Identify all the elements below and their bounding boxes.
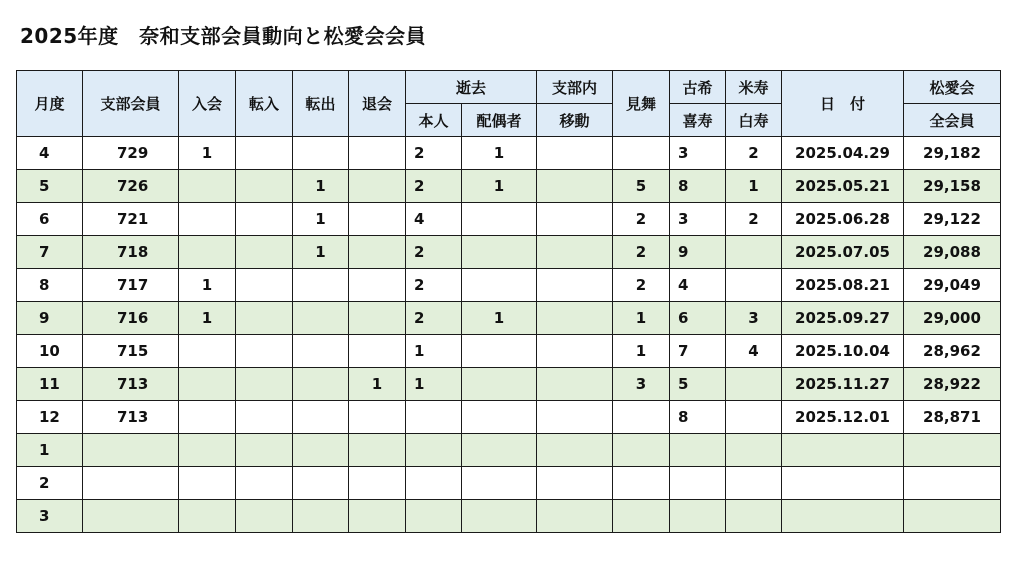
cell-total: 29,158 (904, 170, 1001, 203)
cell-join (179, 467, 236, 500)
cell-date: 2025.12.01 (782, 401, 904, 434)
header-deceased-spouse: 配偶者 (462, 104, 537, 137)
cell-deceased-self: 2 (406, 269, 462, 302)
membership-table (16, 70, 1001, 533)
cell-intra-move (537, 368, 613, 401)
header-withdraw: 退会 (349, 71, 406, 137)
cell-koki (670, 500, 726, 533)
header-beiju-top: 米寿 (726, 71, 782, 104)
cell-join: 1 (179, 137, 236, 170)
cell-total (904, 467, 1001, 500)
cell-date (782, 434, 904, 467)
cell-transfer-out (293, 434, 349, 467)
cell-beiju (726, 269, 782, 302)
cell-join (179, 335, 236, 368)
header-deceased-self: 本人 (406, 104, 462, 137)
cell-month: 4 (17, 137, 83, 170)
cell-transfer-out (293, 335, 349, 368)
table-header (17, 71, 1001, 137)
cell-intra-move (537, 467, 613, 500)
cell-month: 8 (17, 269, 83, 302)
cell-beiju (726, 467, 782, 500)
cell-transfer-out: 1 (293, 170, 349, 203)
cell-month: 2 (17, 467, 83, 500)
cell-total: 29,088 (904, 236, 1001, 269)
table-row (17, 137, 1001, 170)
cell-date (782, 500, 904, 533)
table-body (17, 137, 1001, 533)
cell-beiju: 2 (726, 137, 782, 170)
header-deceased: 逝去 (406, 71, 537, 104)
cell-members (83, 500, 179, 533)
cell-join (179, 203, 236, 236)
cell-deceased-self: 2 (406, 170, 462, 203)
cell-members: 716 (83, 302, 179, 335)
cell-deceased-self: 2 (406, 137, 462, 170)
header-members: 支部会員 (83, 71, 179, 137)
cell-join (179, 500, 236, 533)
header-intra-move-top: 支部内 (537, 71, 613, 104)
cell-members: 729 (83, 137, 179, 170)
header-beiju-bottom: 白寿 (726, 104, 782, 137)
header-koki-top: 古希 (670, 71, 726, 104)
cell-total (904, 434, 1001, 467)
cell-members: 713 (83, 401, 179, 434)
table-row (17, 170, 1001, 203)
header-month: 月度 (17, 71, 83, 137)
cell-month: 1 (17, 434, 83, 467)
cell-koki: 8 (670, 401, 726, 434)
cell-deceased-spouse (462, 203, 537, 236)
cell-intra-move (537, 335, 613, 368)
cell-koki: 4 (670, 269, 726, 302)
cell-withdraw (349, 170, 406, 203)
cell-koki: 9 (670, 236, 726, 269)
cell-month: 5 (17, 170, 83, 203)
cell-withdraw (349, 236, 406, 269)
cell-join: 1 (179, 269, 236, 302)
cell-sympathy: 1 (613, 302, 670, 335)
cell-withdraw (349, 137, 406, 170)
cell-total: 29,122 (904, 203, 1001, 236)
table-row (17, 500, 1001, 533)
cell-transfer-in (236, 401, 293, 434)
cell-members: 726 (83, 170, 179, 203)
cell-koki: 5 (670, 368, 726, 401)
cell-deceased-spouse (462, 368, 537, 401)
cell-join (179, 434, 236, 467)
cell-sympathy: 2 (613, 236, 670, 269)
cell-date: 2025.07.05 (782, 236, 904, 269)
cell-deceased-spouse (462, 236, 537, 269)
cell-month: 10 (17, 335, 83, 368)
cell-date: 2025.11.27 (782, 368, 904, 401)
cell-withdraw (349, 434, 406, 467)
header-koki-bottom: 喜寿 (670, 104, 726, 137)
cell-members: 713 (83, 368, 179, 401)
cell-deceased-spouse (462, 467, 537, 500)
cell-koki (670, 434, 726, 467)
cell-total: 29,000 (904, 302, 1001, 335)
page-title: 2025年度 奈和支部会員動向と松愛会会員 (20, 24, 427, 48)
cell-deceased-spouse (462, 401, 537, 434)
header-total-bottom: 全会員 (904, 104, 1001, 137)
cell-sympathy (613, 500, 670, 533)
cell-members: 715 (83, 335, 179, 368)
cell-transfer-in (236, 236, 293, 269)
cell-withdraw (349, 269, 406, 302)
cell-sympathy: 2 (613, 203, 670, 236)
cell-total: 28,962 (904, 335, 1001, 368)
cell-withdraw (349, 500, 406, 533)
table-row (17, 269, 1001, 302)
cell-deceased-spouse (462, 335, 537, 368)
cell-date: 2025.06.28 (782, 203, 904, 236)
cell-beiju (726, 401, 782, 434)
cell-total (904, 500, 1001, 533)
cell-beiju (726, 368, 782, 401)
cell-transfer-in (236, 137, 293, 170)
cell-join (179, 401, 236, 434)
cell-sympathy (613, 137, 670, 170)
cell-date (782, 467, 904, 500)
cell-koki: 3 (670, 137, 726, 170)
cell-deceased-self: 1 (406, 368, 462, 401)
cell-koki (670, 467, 726, 500)
table-row (17, 434, 1001, 467)
cell-sympathy: 3 (613, 368, 670, 401)
cell-transfer-out (293, 500, 349, 533)
table-row (17, 467, 1001, 500)
cell-withdraw (349, 335, 406, 368)
cell-month: 12 (17, 401, 83, 434)
header-intra-move-bottom: 移動 (537, 104, 613, 137)
table-row (17, 401, 1001, 434)
cell-transfer-out: 1 (293, 203, 349, 236)
header-date: 日 付 (782, 71, 904, 137)
cell-withdraw (349, 401, 406, 434)
cell-deceased-self (406, 401, 462, 434)
cell-transfer-in (236, 467, 293, 500)
cell-join (179, 236, 236, 269)
cell-intra-move (537, 236, 613, 269)
cell-transfer-out (293, 269, 349, 302)
cell-intra-move (537, 170, 613, 203)
table-row (17, 203, 1001, 236)
cell-sympathy (613, 401, 670, 434)
cell-total: 28,922 (904, 368, 1001, 401)
header-total-top: 松愛会 (904, 71, 1001, 104)
cell-month: 3 (17, 500, 83, 533)
cell-transfer-in (236, 302, 293, 335)
cell-intra-move (537, 269, 613, 302)
cell-transfer-in (236, 500, 293, 533)
cell-koki: 8 (670, 170, 726, 203)
cell-month: 7 (17, 236, 83, 269)
cell-members (83, 467, 179, 500)
cell-withdraw: 1 (349, 368, 406, 401)
cell-deceased-self (406, 467, 462, 500)
cell-sympathy (613, 467, 670, 500)
cell-sympathy: 2 (613, 269, 670, 302)
cell-deceased-self (406, 434, 462, 467)
cell-intra-move (537, 500, 613, 533)
cell-deceased-self: 2 (406, 236, 462, 269)
cell-koki: 7 (670, 335, 726, 368)
cell-date: 2025.08.21 (782, 269, 904, 302)
cell-intra-move (537, 203, 613, 236)
cell-date: 2025.09.27 (782, 302, 904, 335)
cell-transfer-out (293, 401, 349, 434)
table-row (17, 368, 1001, 401)
cell-members: 717 (83, 269, 179, 302)
cell-withdraw (349, 467, 406, 500)
cell-transfer-in (236, 170, 293, 203)
cell-beiju (726, 500, 782, 533)
cell-beiju: 4 (726, 335, 782, 368)
cell-total: 29,049 (904, 269, 1001, 302)
cell-total: 28,871 (904, 401, 1001, 434)
cell-deceased-self: 1 (406, 335, 462, 368)
cell-sympathy: 5 (613, 170, 670, 203)
cell-transfer-out (293, 368, 349, 401)
header-transfer-in: 転入 (236, 71, 293, 137)
cell-sympathy: 1 (613, 335, 670, 368)
cell-deceased-spouse (462, 500, 537, 533)
cell-month: 9 (17, 302, 83, 335)
cell-deceased-self: 4 (406, 203, 462, 236)
cell-transfer-out (293, 302, 349, 335)
cell-members: 718 (83, 236, 179, 269)
cell-deceased-spouse: 1 (462, 137, 537, 170)
cell-date: 2025.05.21 (782, 170, 904, 203)
cell-members (83, 434, 179, 467)
cell-beiju: 2 (726, 203, 782, 236)
header-join: 入会 (179, 71, 236, 137)
cell-join: 1 (179, 302, 236, 335)
cell-month: 6 (17, 203, 83, 236)
cell-deceased-spouse: 1 (462, 170, 537, 203)
cell-date: 2025.04.29 (782, 137, 904, 170)
cell-transfer-in (236, 434, 293, 467)
cell-transfer-in (236, 368, 293, 401)
cell-members: 721 (83, 203, 179, 236)
cell-total: 29,182 (904, 137, 1001, 170)
cell-month: 11 (17, 368, 83, 401)
cell-withdraw (349, 203, 406, 236)
cell-beiju (726, 434, 782, 467)
cell-deceased-spouse (462, 269, 537, 302)
cell-deceased-spouse: 1 (462, 302, 537, 335)
cell-intra-move (537, 302, 613, 335)
cell-deceased-self: 2 (406, 302, 462, 335)
cell-transfer-out (293, 137, 349, 170)
cell-koki: 6 (670, 302, 726, 335)
header-transfer-out: 転出 (293, 71, 349, 137)
cell-beiju: 1 (726, 170, 782, 203)
cell-beiju (726, 236, 782, 269)
table-row (17, 335, 1001, 368)
cell-join (179, 368, 236, 401)
cell-intra-move (537, 434, 613, 467)
cell-koki: 3 (670, 203, 726, 236)
cell-transfer-out: 1 (293, 236, 349, 269)
cell-deceased-spouse (462, 434, 537, 467)
cell-intra-move (537, 401, 613, 434)
cell-date: 2025.10.04 (782, 335, 904, 368)
header-sympathy: 見舞 (613, 71, 670, 137)
cell-sympathy (613, 434, 670, 467)
cell-transfer-in (236, 335, 293, 368)
cell-transfer-in (236, 269, 293, 302)
cell-transfer-in (236, 203, 293, 236)
cell-intra-move (537, 137, 613, 170)
table-row (17, 236, 1001, 269)
cell-join (179, 170, 236, 203)
table-row (17, 302, 1001, 335)
cell-transfer-out (293, 467, 349, 500)
cell-beiju: 3 (726, 302, 782, 335)
cell-withdraw (349, 302, 406, 335)
cell-deceased-self (406, 500, 462, 533)
